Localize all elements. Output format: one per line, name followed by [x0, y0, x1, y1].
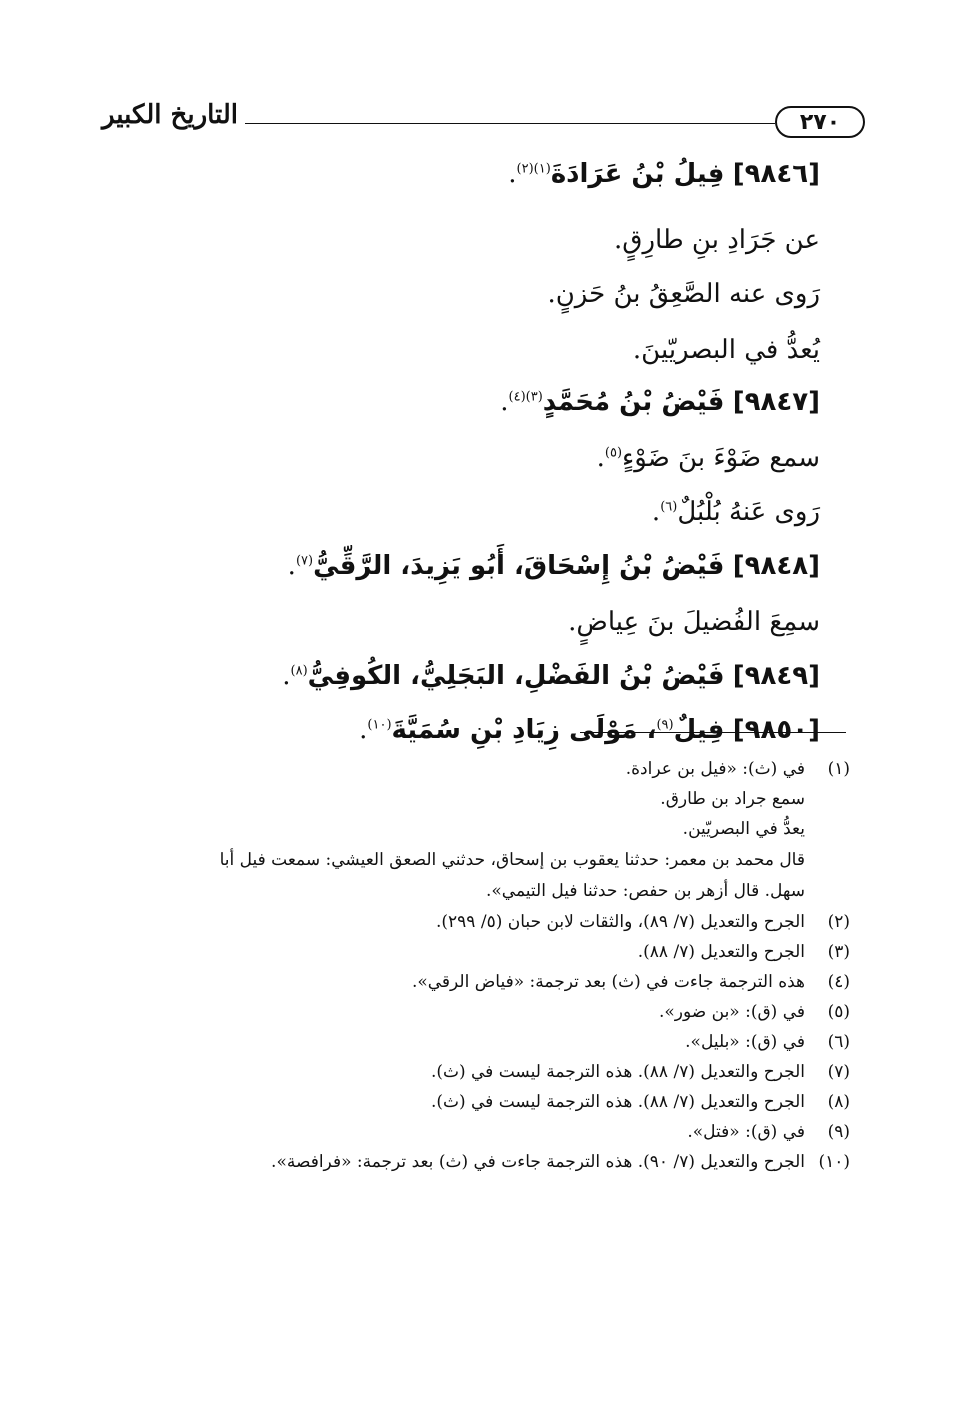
entry-number: [٩٨٤٩] — [732, 661, 820, 691]
book-title: التاريخ الكبير — [101, 100, 239, 130]
footnote-text: في (ق): «بليل». — [685, 1032, 805, 1052]
footnote-text: قال محمد بن معمر: حدثنا يعقوب بن إسحاق، حدثني الصعق العيشي: سمعت فيل أبا — [219, 850, 805, 870]
footnote-number: (٨) — [827, 1092, 850, 1112]
entry-text: رَوى عَنهُ بُلْبُلٌ — [677, 497, 820, 527]
footnote-ref: (١٠) — [367, 717, 392, 733]
footnote-number: (٧) — [827, 1062, 850, 1082]
footnote-text: الجرح والتعديل (٧/ ٨٩)، والثقات لابن حبان (٥/ ٢٩٩). — [436, 912, 805, 932]
entry-number: [٩٨٤٨] — [732, 551, 820, 581]
entry-line: يُعدُّ في البصريّينَ. — [632, 335, 820, 365]
footnote-ref: (٩) — [656, 717, 674, 733]
footnote-number: (٤) — [827, 972, 850, 992]
entry-name-continued: ، مَوْلَى زِيَادِ بْنِ سُمَيَّةَ — [391, 715, 657, 745]
header-rule — [245, 123, 775, 124]
footnote-number: (٦) — [827, 1032, 850, 1052]
footnote-text: الجرح والتعديل (٧/ ٨٨). — [637, 942, 805, 962]
entry-line — [597, 438, 820, 478]
entry-number: [٩٨٥٠] — [732, 715, 820, 745]
footnote-number: (٣) — [827, 942, 850, 962]
entry-end: . — [287, 551, 296, 581]
entry-9847 — [500, 382, 820, 422]
footnote-separator — [580, 732, 846, 733]
entry-line: عن جَرَادِ بنِ طارِقٍ. — [614, 225, 820, 255]
page-number: ٢٧٠ — [775, 106, 865, 138]
footnote-ref: (٣)(٤) — [508, 389, 543, 405]
footnote-text: الجرح والتعديل (٧/ ٨٨). هذه الترجمة ليست في (ث). — [430, 1092, 805, 1112]
entry-end: . — [500, 387, 509, 417]
entry-line: رَوى عنه الصَّعِقُ بنُ حَزنٍ. — [547, 279, 820, 309]
footnote-text: في (ق): «فتل». — [687, 1122, 805, 1142]
entry-end: . — [508, 159, 517, 189]
entry-text: سمع ضَوْءَ بنَ ضَوْءٍ — [622, 443, 820, 473]
footnote-ref: (٥) — [604, 445, 623, 461]
footnote-text: يعدُّ في البصريّين. — [682, 819, 805, 839]
footnote-ref: (٦) — [660, 499, 678, 515]
entry-name: فَيْضُ بْنُ إِسْحَاقَ، أَبُو يَزِيدَ، الرَّقِّيُّ — [313, 551, 725, 581]
entry-name: فَيْضُ بْنُ الفَضْلِ، البَجَلِيُّ، الكُوفِيُّ — [307, 661, 725, 691]
footnote-number: (٩) — [827, 1122, 850, 1142]
footnote-ref: (٧) — [295, 553, 314, 569]
entry-9848 — [288, 546, 820, 586]
entry-number: [٩٨٤٧] — [732, 387, 820, 417]
footnote-number: (١٠) — [818, 1152, 850, 1172]
footnote-number: (٥) — [827, 1002, 850, 1022]
footnote-ref: (١)(٢) — [516, 161, 551, 177]
entry-name: فِيلٌ — [673, 715, 725, 745]
entry-end: . — [596, 443, 605, 473]
entry-name: فِيلُ بْنُ عَرَادَةَ — [550, 159, 725, 189]
entry-9849 — [282, 656, 820, 696]
footnote-number: (١) — [827, 759, 850, 779]
footnote-text: في (ق): «بن ضور». — [659, 1002, 805, 1022]
footnote-number: (٢) — [827, 912, 850, 932]
entry-9850 — [359, 710, 820, 750]
entry-number: [٩٨٤٦] — [732, 159, 820, 189]
running-header — [0, 98, 970, 148]
entry-end: . — [282, 661, 291, 691]
entry-end: . — [359, 715, 368, 745]
footnote-text: سمع جراد بن طارق. — [660, 789, 805, 809]
footnote-ref: (٨) — [290, 663, 308, 679]
footnote-text: سهل. قال أزهر بن حفص: حدثنا فيل التيمي». — [485, 881, 805, 901]
entry-line — [652, 492, 820, 532]
entry-name: فَيْضُ بْنُ مُحَمَّدٍ — [542, 387, 725, 417]
footnote-text: الجرح والتعديل (٧/ ٨٨). هذه الترجمة ليست في (ث). — [430, 1062, 805, 1082]
footnote-text: في (ث): «فيل بن عرادة. — [625, 759, 805, 779]
footnote-text: الجرح والتعديل (٧/ ٩٠). هذه الترجمة جاءت في (ث) بعد ترجمة: «فرافصة». — [271, 1152, 805, 1172]
entry-end: . — [651, 497, 661, 527]
entry-9846 — [508, 154, 820, 194]
footnote-text: هذه الترجمة جاءت في (ث) بعد ترجمة: «فياض الرقي». — [411, 972, 805, 992]
entry-line: سمِعَ الفُضيلَ بنَ عِياضٍ. — [568, 607, 820, 637]
